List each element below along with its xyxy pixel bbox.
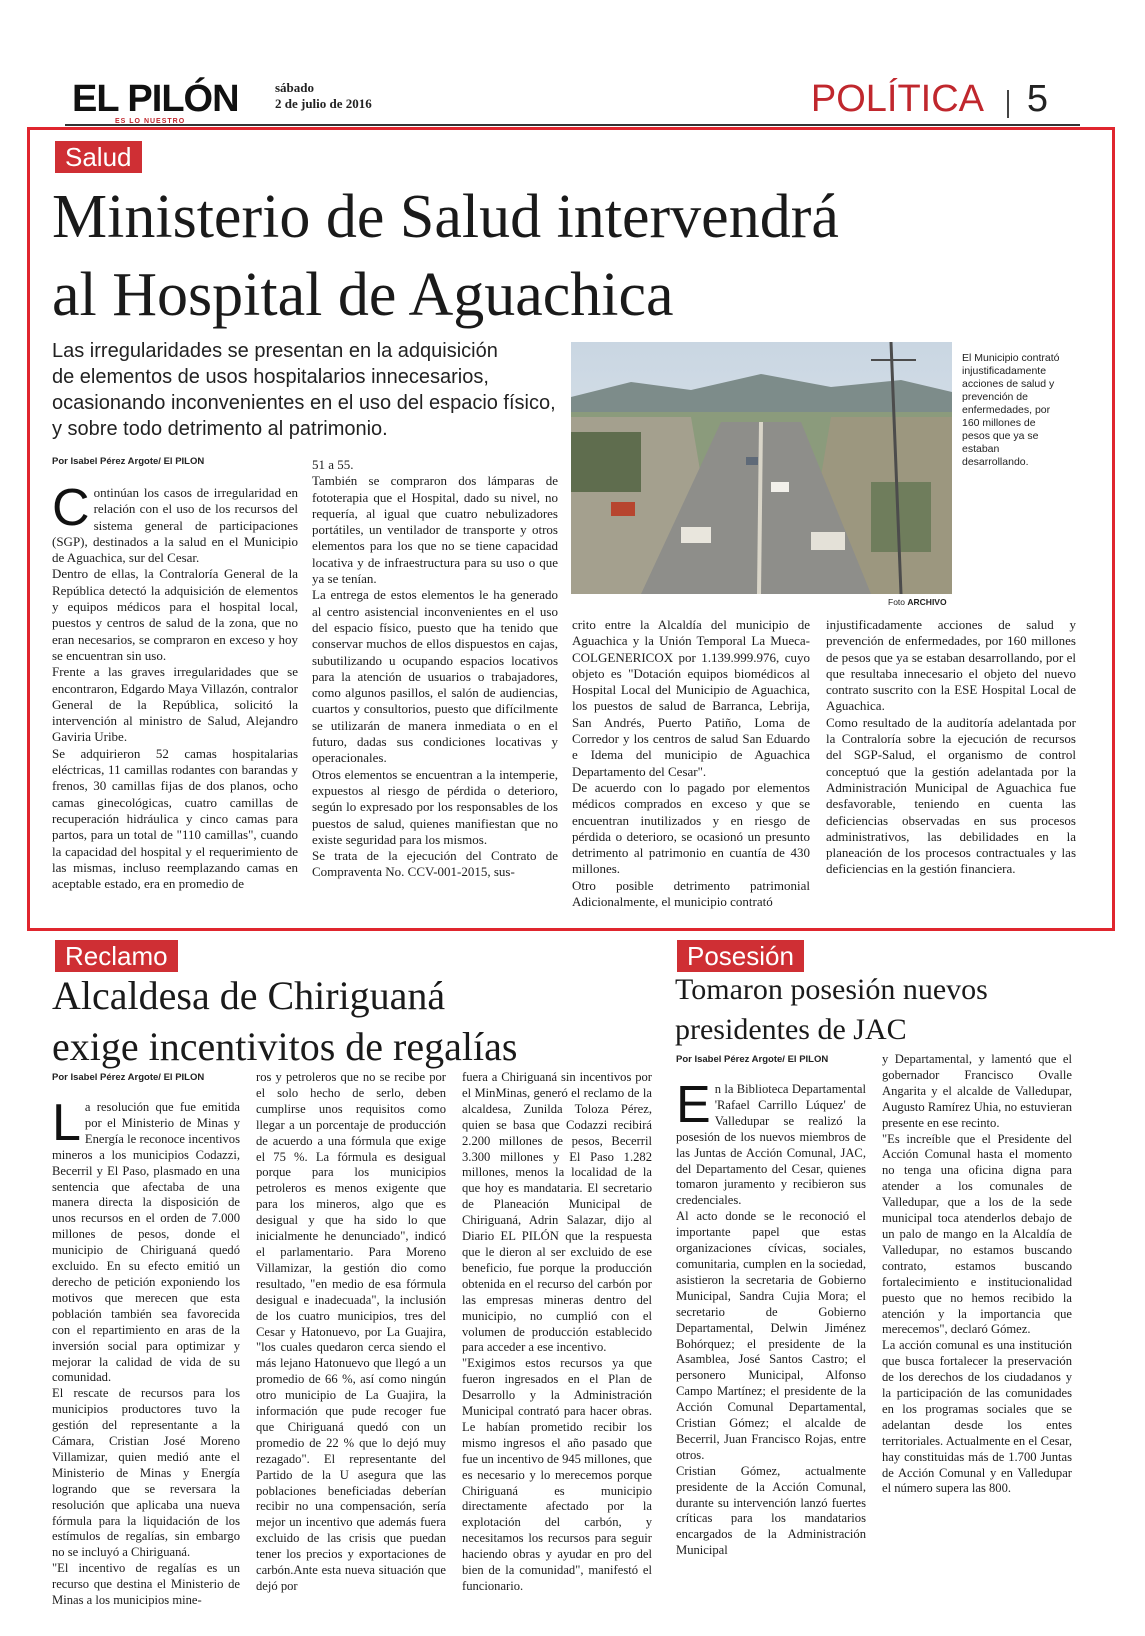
reclamo-dropcap: L — [52, 1094, 81, 1152]
posesion-headline-line-1: Tomaron posesión nuevos — [675, 973, 988, 1006]
newspaper-logo: EL PILÓN — [72, 78, 239, 120]
posesion-dropcap: E — [676, 1076, 711, 1134]
main-col2-paragraph: Se trata de la ejecución del Contrato de Compraventa No. CCV-001-2015, sus- — [312, 848, 558, 880]
reclamo-col1-paragraph: a resolución que fue emitida por el Ministerio de Minas y Energía le reconoce incentivos mineros a los municipios Codazzi, Becerril y El Paso, plasmado en una sentencia que afectaba de una manera directa la disposición de unos recursos en el orden de 7.000 millones de pesos, donde el municipio de Chiriguaná quedó excluido. En su efecto emitió un derecho de petición exponiendo los motivos que merecen que esta población también sea favorecida con el repartimiento en aras de la inversión social para optimizar y mejorar la calidad de vida de su comunidad. — [52, 1100, 240, 1385]
posesion-col2-paragraph: La acción comunal es una institución que busca fortalecer la preservación de los derechos de los ciudadanos y la participación de las comunidades en los programas sociales que se adelantan desde los entes territoriales. Actualmente en el Cesar, hay constituidas más de 1.700 Juntas de Acción Comunal y en Valledupar el número supera las 800. — [882, 1338, 1072, 1496]
main-col4-paragraph: injustificadamente acciones de salud y prevención de enfermedades, por 160 millones de pesos que ya se estaban desarrollando, por el que resultaba innecesario el objeto del nuevo contrato suscrito con la ESE Hospital Local de Aguachica. — [826, 617, 1076, 714]
reclamo-headline-line-2: exige incentivitos de regalías — [52, 1024, 518, 1069]
reclamo-column-3 — [462, 1070, 652, 1600]
main-deck — [52, 338, 572, 442]
reclamo-col3-paragraph: "Exigimos estos recursos ya que fueron ingresados en el Plan de Desarrollo y la Administración Municipal contrató para hacer obras. Le habían prometido recibir los mismo ingresos el año pasado que fue un incentivo de 945 millones, que es necesario y lo merecemos porque Chiriguaná es municipio directamente afectado por la explotación del carbón, y necesitamos los recursos para seguir haciendo obras y ayudar en pro del bien de la comunidad", manifestó el funcionario. — [462, 1356, 652, 1593]
main-col3-paragraph: De acuerdo con lo pagado por elementos médicos comprados en exceso y que se encuentran inutilizados y en riesgo de pérdida o deterioro, se ocasionó un presunto detrimento al patrimonio en cuantía de 430 millones. — [572, 779, 810, 877]
main-col2-paragraph: Otros elementos se encuentran a la intemperie, expuestos al riesgo de pérdida o deterioro, según lo expresado por los responsables de los puestos de salud, quienes manifiestan que no existe seguridad para los mismos. — [312, 766, 558, 847]
main-headline-line-2: al Hospital de Aguachica — [52, 261, 674, 329]
issue-date — [275, 80, 372, 112]
main-col3-paragraph: crito entre la Alcaldía del municipio de Aguachica y la Unión Temporal La Mueca-COLGENERICOX por 1.139.999.976, cuyo objeto es "Dotación equipos biomédicos al Hospital Local del Municipio de Aguachica, los puestos de salud de Barranca, Lebrija, San Andrés, Puerto Patiño, Loma de Corredor y los centros de salud San Eduardo e Idema del municipio de Aguachica Departamento del Cesar". — [572, 617, 810, 779]
newspaper-tagline: ES LO NUESTRO — [115, 118, 186, 125]
main-col2-paragraph: La entrega de estos elementos le ha generado al centro asistencial inconvenientes en el uso del espacio físico, puesto que ha tenido que conservar muchos de ellos dispuestos en cajas, subutilizando u ocupando espacios locativos para la atención de usuarios o trabajadores, como algunos pasillos, el salón de audiencias, cuartos y consultorios, puesto que difícilmente se utilizarán de manera inmediata o en el futuro, dadas sus condiciones locativas y operacionales. — [312, 587, 558, 766]
main-col1-paragraph: ontinúan los casos de irregularidad en relación con el uso de los recursos del sistema general de participaciones (SGP), destinados a la salud en el Municipio de Aguachica, sur del Cesar. — [52, 485, 298, 566]
main-column-3 — [572, 617, 810, 915]
page-separator — [1007, 90, 1010, 118]
reclamo-headline-line-1: Alcaldesa de Chiriguaná — [52, 973, 446, 1018]
photo-caption: El Municipio contrató injustificadamente acciones de salud y prevención de enfermedades, por 160 millones de pesos que ya se estaban desarrollando. — [962, 352, 1060, 468]
posesion-col2-paragraph: y Departamental, y lamentó que el gobernador Francisco Ovalle Angarita y el alcalde de Valledupar, Augusto Ramírez Uhia, no estuvieran presente en ese recinto. — [882, 1052, 1072, 1130]
photo-credit-source: ARCHIVO — [907, 597, 947, 607]
main-col1-paragraph: Dentro de ellas, la Contraloría General de la República detectó la adquisición de elementos y equipos médicos para el hospital local, puestos y centros de salud de la zona, que no eran necesarios, se compraron en exceso y hoy se encuentran sin uso. — [52, 566, 298, 663]
main-headline — [52, 178, 839, 334]
main-column-2 — [312, 457, 558, 915]
street-photo — [571, 342, 952, 594]
posesion-col1-paragraph: Al acto donde se le reconoció el importante papel que estas organizaciones cívicas, sociales, comunitaria, cumplen en la sociedad, asistieron la secretaria de Gobierno Municipal, Sandra Cujia Mora; el secretario de Gobierno Departamental, Delwin Jiménez Bohórquez; el presidente de la Asamblea, José Santos Castro; el personero Municipal, Alfonso Campo Martínez; el presidente de la Acción Comunal Departamental, Cristian Gómez; el alcalde de Becerril, Juan Francisco Rojas, entre otros. — [676, 1209, 866, 1462]
posesion-col1-paragraph: Cristian Gómez, actualmente presidente de la Acción Comunal, durante su intervención lanzó fuertes críticas para los mandatarios encargados de la Administración Municipal — [676, 1463, 866, 1558]
reclamo-column-2 — [256, 1070, 446, 1600]
main-deck-line-4: y sobre todo detrimento al patrimonio. — [52, 418, 388, 440]
issue-full-date: 2 de julio de 2016 — [275, 96, 372, 111]
reclamo-kicker: Reclamo — [55, 940, 178, 972]
main-deck-line-2: de elementos de usos hospitalarios innecesarios, — [52, 366, 489, 388]
posesion-col2-paragraph: "Es increíble que el Presidente del Acción Comunal hasta el momento no tenga una oficina digna para atender a los comunales de Valledupar, que a los de la sede municipal toca atenderlos debajo de un palo de mango en la Alcaldía de Valledupar, no estamos buscando contrato, estamos buscando fortalecimiento e institucionalidad puesto que no hemos recibido la atención y la importancia que merecemos", declaró Gómez. — [882, 1131, 1072, 1337]
street-photo-image — [571, 342, 952, 594]
reclamo-byline: Por Isabel Pérez Argote/ El PILON — [52, 1072, 205, 1083]
main-headline-line-1: Ministerio de Salud intervendrá — [52, 183, 839, 251]
main-column-4 — [826, 617, 1076, 915]
reclamo-column-1 — [52, 1094, 240, 1608]
posesion-column-2 — [882, 1052, 1072, 1602]
main-col2-paragraph: También se compraron dos lámparas de fototerapia que el Hospital, dado su nivel, no requería, al igual que cuatro nebulizadores portátiles, un ventilador de transporte y otros elementos para los que no se tiene capacidad locativa y de infraestructura para su uso o que ya se tenían. — [312, 473, 558, 587]
main-col3-paragraph: Otro posible detrimento patrimonial Adicionalmente, el municipio contrató — [572, 877, 810, 910]
photo-credit-prefix: Foto — [888, 597, 906, 607]
reclamo-col1-paragraph: "El incentivo de regalías es un recurso que destina el Ministerio de Minas a los municipios mine- — [52, 1561, 240, 1608]
main-byline: Por Isabel Pérez Argote/ El PILON — [52, 456, 205, 467]
section-name: POLÍTICA — [810, 78, 984, 120]
issue-day: sábado — [275, 80, 315, 95]
main-column-1 — [52, 479, 298, 915]
reclamo-col1-paragraph: El rescate de recursos para los municipios productores tuvo la gestión del representante a la Cámara, Cristian José Moreno Villamizar, quien medió ante el Ministerio de Minas y Energía logrando que se reversara la resolución que aplicaba una nueva fórmula para la liquidación de los estímulos de regalías, sin embargo no se incluyó a Chiriguaná. — [52, 1386, 240, 1560]
posesion-headline — [675, 970, 988, 1050]
main-deck-line-3: ocasionando inconvenientes en el uso del espacio físico, — [52, 392, 556, 414]
photo-credit — [888, 597, 947, 607]
main-col1-paragraph: Se adquirieron 52 camas hospitalarias eléctricas, 11 camillas rodantes con barandas y frenos, 30 camillas fijas de dos planos, ocho camas ginecológicas, cuatro camillas de recuperación hidráulica y cinco camas para partos, para un total de "110 camillas", cuando la capacidad del hospital y el requerimiento de las mismas, incluso reemplazando camas en aceptable estado, era en promedio de — [52, 745, 298, 892]
posesion-column-1 — [676, 1076, 866, 1602]
main-col4-paragraph: Como resultado de la auditoría adelantada por la Contraloría sobre la ejecución de recursos del SGP-Salud, el organismo de control conceptuó que la gestión adelantada por la Administración Municipal de Aguachica fue desfavorable, teniendo en cuenta las deficiencias observadas en sus procesos administrativos, las debilidades en la planeación de los procesos contractuales y las deficiencias en la gestión financiera. — [826, 714, 1076, 877]
reclamo-headline — [52, 970, 517, 1072]
page-number: 5 — [1026, 78, 1048, 120]
main-deck-line-1: Las irregularidades se presentan en la adquisición — [52, 340, 498, 362]
posesion-headline-line-2: presidentes de JAC — [675, 1013, 907, 1046]
posesion-kicker: Posesión — [677, 940, 804, 972]
masthead — [65, 78, 1080, 126]
posesion-col1-paragraph: n la Biblioteca Departamental 'Rafael Carrillo Lúquez' de Valledupar se realizó la posesión de los nuevos miembros de las Juntas de Acción Comunal, JAC, del Departamento del Cesar, quienes tomaron juramento y recibieron sus credenciales. — [676, 1082, 866, 1208]
reclamo-col2-paragraph: ros y petroleros que no se recibe por el solo hecho de serlo, deben cumplirse unos requisitos como llegar a un porcentaje de producción de acuerdo a una fórmula que exige el 75 %. La fórmula es desigual porque para los municipios petroleros es menos exigente que para los mineros, algo que es desigual y que ha sido lo que inicialmente he denunciado", indicó el parlamentario. Para Moreno Villamizar, la gestión dio como resultado, "en medio de esa fórmula desigual e inadecuada", la inclusión de los cuatro municipios, tres del Cesar y Hatonuevo, por La Guajira, "los cuales quedaron cerca siendo el más lejano Hatonuevo que llegó a un promedio de 66 %, así como ningún otro municipio de La Guajira, la información que pude recoger fue que Chiriguaná quedó con un promedio de 22 % que lo dejó muy rezagado". El representante del Partido de la U asegura que las poblaciones beneficiadas deberían recibir no una compensación, sería mejor un incentivo que además fuera excluido de las crisis que puedan tener los precios y exportaciones de carbón.Ante esta nueva situación que dejó por — [256, 1070, 446, 1593]
main-col1-paragraph: Frente a las graves irregularidades que se encontraron, Edgardo Maya Villazón, contralor General de la República, solicitó la intervención al ministro de Salud, Alejandro Gaviria Uribe. — [52, 664, 298, 745]
main-col2-paragraph: 51 a 55. — [312, 457, 354, 472]
posesion-byline: Por Isabel Pérez Argote/ El PILON — [676, 1054, 829, 1065]
main-kicker: Salud — [55, 141, 142, 173]
reclamo-col3-paragraph: fuera a Chiriguaná sin incentivos por el MinMinas, generó el reclamo de la alcaldesa, Zunilda Toloza Pérez, quien se basa que Codazzi recibirá 2.200 millones de pesos, Becerril 3.300 millones y El Paso 1.282 millones, menos la localidad de la que hoy es mandataria. El secretario de Planeación Municipal de Chiriguaná, Adrin Salazar, dijo al Diario EL PILÓN que la respuesta que le dieron al ser excluido de ese beneficio, fue porque la producción obtenida en el recurso del carbón por las empresas mineras dentro del municipio, no cumplió con el volumen de producción establecido para acceder a ese incentivo. — [462, 1070, 652, 1355]
main-dropcap: C — [52, 479, 90, 537]
